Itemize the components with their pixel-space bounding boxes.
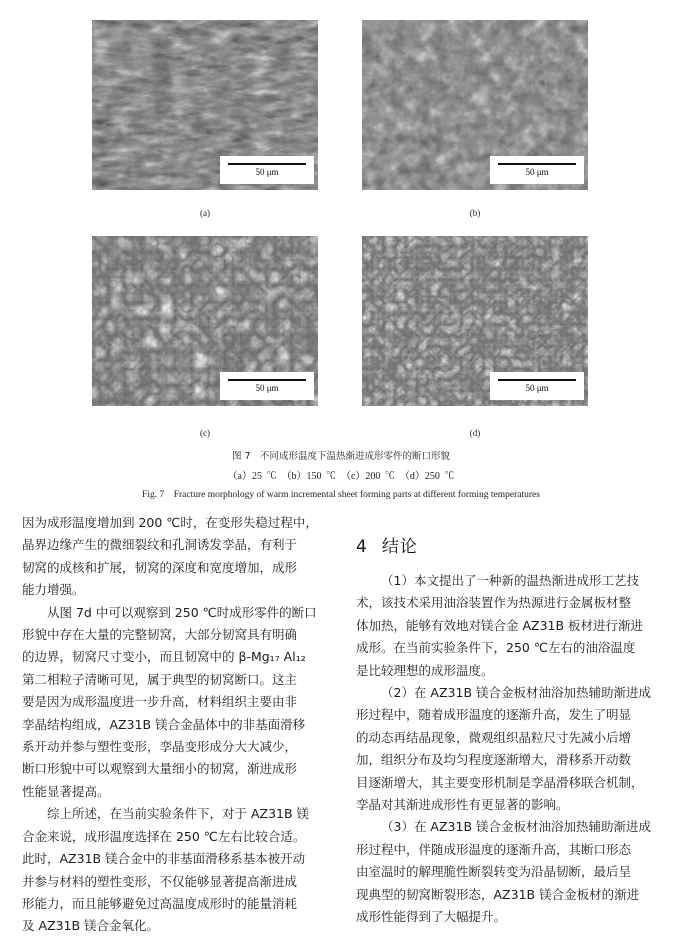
text-line: 因为成形温度增加到 200 ℃时，在变形失稳过程中，: [22, 515, 318, 530]
text-line: 形过程中，伴随成形温度的逐渐升高，其断口形态: [356, 841, 632, 857]
section-number: 4: [356, 537, 368, 557]
panel-label-b: (b): [469, 208, 481, 218]
paragraph: [22, 803, 338, 937]
text-line: 由室温时的解理脆性断裂转变为沿晶韧断，最后呈: [356, 864, 632, 880]
figure-caption-en: Fig. 7 Fracture morphology of warm incremental sheet forming parts at different forming temperatures: [142, 490, 540, 500]
text-line: 成形性能得到了大幅提升。: [356, 909, 507, 925]
sem-image-c: [92, 236, 318, 406]
panel-label-a: (a): [200, 208, 210, 218]
scale-label: 50 μm: [525, 167, 549, 177]
section-title: 结论: [381, 537, 418, 557]
conclusion-item: [356, 682, 672, 816]
figure-caption-cn: 图 7 不同成形温度下温热渐进成形零件的断口形貌: [231, 451, 451, 462]
text-line: 系开动并参与塑性变形，孪晶变形成分大大减少，: [22, 739, 298, 755]
text-line: 形貌中存在大量的完整韧窝，大部分韧窝具有明确: [22, 627, 298, 643]
text-line: 此时，AZ31B 镁合金中的非基面滑移系基本被开动: [22, 851, 306, 867]
right-column: [356, 570, 672, 929]
text-line: 是比较理想的成形温度。: [356, 662, 494, 678]
text-line: 断口形貌中可以观察到大量细小的韧窝，渐进成形: [22, 761, 298, 777]
text-line: 及 AZ31B 镁合金氧化。: [22, 918, 160, 934]
text-line: 第二相粒子清晰可见，属于典型的韧窝断口。这主: [22, 671, 298, 687]
text-line: 从图 7d 中可以观察到 250 ℃时成形零件的断口: [47, 604, 317, 620]
text-line: 合金来说，成形温度选择在 250 ℃左右比较合适。: [22, 828, 306, 844]
text-line: 术，该技术采用油浴装置作为热源进行金属板材整: [356, 595, 632, 611]
text-line: 韧窝的成核和扩展，韧窝的深度和宽度增加，成形: [22, 559, 298, 575]
panel-label-d: (d): [469, 428, 481, 438]
left-column: [22, 512, 338, 938]
sem-image-d: [362, 236, 588, 406]
scale-bar: [490, 156, 584, 184]
text-line: 要是因为成形温度进一步升高，材料组织主要由非: [22, 694, 298, 710]
scale-bar: [220, 156, 314, 184]
text-line: 孪晶对其渐进成形性有更显著的影响。: [356, 797, 569, 813]
text-line: 形能力，而且能够避免过高温度成形时的能量消耗: [22, 895, 298, 911]
conclusion-item: [356, 816, 672, 928]
text-line: 体加热，能够有效地对镁合金 AZ31B 板材进行渐进: [356, 617, 644, 633]
text-line: （2）在 AZ31B 镁合金板材油浴加热辅助渐进成: [381, 685, 651, 701]
text-line: 能力增强。: [22, 582, 85, 598]
panel-label-c: (c): [200, 428, 210, 438]
text-line: 性能显著提高。: [22, 783, 110, 799]
text-line: 孪晶结构组成，AZ31B 镁合金晶体中的非基面滑移: [22, 716, 306, 732]
text-line: 加，组织分布及均匀程度逐渐增大，滑移系开动数: [356, 752, 632, 768]
scale-label: 50 μm: [255, 383, 279, 393]
text-line: 目逐渐增大，其主要变形机制是孪晶滑移联合机制，: [356, 774, 644, 790]
text-line: 综上所述，在当前实验条件下，对于 AZ31B 镁: [47, 806, 310, 822]
paragraph: [22, 512, 338, 602]
text-line: （3）在 AZ31B 镁合金板材油浴加热辅助渐进成: [381, 819, 651, 835]
text-line: 的边界，韧窝尺寸变小，而且韧窝中的 β-Mg₁₇ Al₁₂: [22, 649, 306, 665]
text-line: 晶界边缘产生的微细裂纹和孔洞诱发孪晶，有利于: [22, 537, 298, 553]
text-line: 成形。在当前实验条件下，250 ℃左右的油浴温度: [356, 640, 636, 656]
scale-bar: [220, 372, 314, 400]
conclusion-item: [356, 570, 672, 682]
scale-bar: [490, 372, 584, 400]
figure-conditions: （a）25 ℃ （b）150 ℃ （c）200 ℃ （d）250 ℃: [227, 471, 455, 482]
scale-label: 50 μm: [255, 167, 279, 177]
sem-image-a: [92, 20, 318, 190]
text-line: 形过程中，随着成形温度的逐渐升高，发生了明显: [356, 707, 632, 723]
text-line: 现典型的韧窝断裂形态，AZ31B 镁合金板材的渐进: [356, 886, 640, 902]
text-line: （1）本文提出了一种新的温热渐进成形工艺技: [381, 573, 639, 588]
sem-image-b: [362, 20, 588, 190]
section-heading: [356, 532, 418, 557]
text-line: 并参与材料的塑性变形，不仅能够显著提高渐进成: [22, 873, 298, 889]
paragraph: [22, 602, 338, 804]
scale-label: 50 μm: [525, 383, 549, 393]
text-line: 的动态再结晶现象，微观组织晶粒尺寸先减小后增: [356, 729, 632, 745]
